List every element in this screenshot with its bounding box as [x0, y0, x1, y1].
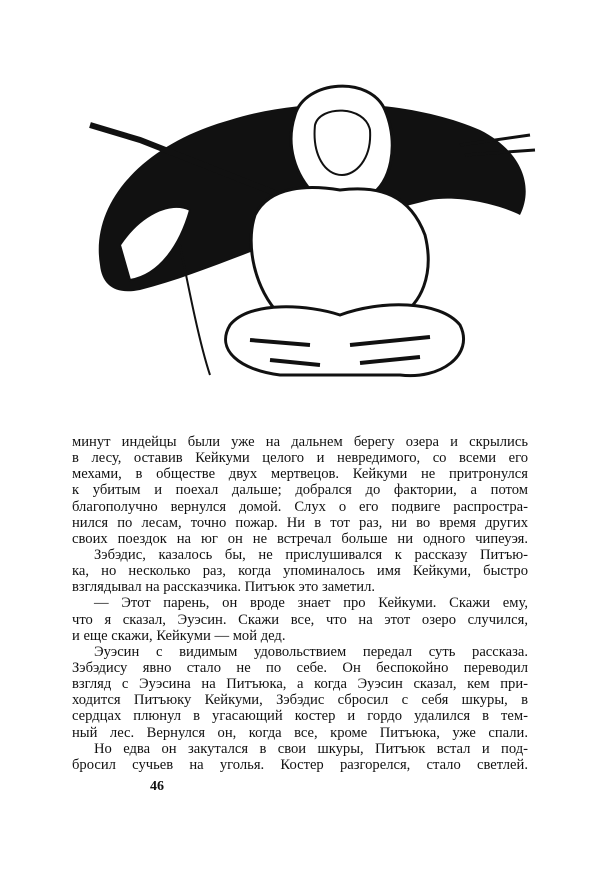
text-line: Эуэсин с видимым удовольствием передал суть рассказа. [94, 643, 528, 660]
text-line: Но едва он закутался в свои шкуры, Питъюк встал и под- [94, 740, 528, 757]
text-line: ный лес. Вернулся он, когда все, кроме Питъюка, уже спали. [72, 724, 528, 741]
text-line: ка, но несколько раз, когда упоминалось имя Кейкуми, быстро [72, 563, 528, 580]
text-line: взгляд с Эуэсина на Питъюка, а когда Эуэсин сказал, кем при- [72, 676, 528, 693]
text-line: бросил сучьев на уголья. Костер разгорелся, стало светлей. [72, 756, 528, 773]
text-line: Зэбэдис, казалось бы, не прислушивался к рассказу Питъю- [94, 546, 528, 563]
text-line: к убитым и поехал дальше; добрался до фактории, а потом [72, 482, 528, 499]
text-line: мехами, в обществе двух мертвецов. Кейкуми не притронулся [72, 466, 528, 483]
text-line: что я сказал, Эуэсин. Скажи все, что на этот озеро случился, [72, 611, 528, 628]
text-line: своих поездок на юг он не встречал больше ни одного чипеуэя. [72, 530, 528, 547]
text-line: сердцах плюнул в угасающий костер и гордо удалился в тем- [72, 708, 528, 725]
text-line: ходится Питъюку Кейкуми, Зэбэдис сбросил с себя шкуры, в [72, 692, 528, 709]
text-line: и еще скажи, Кейкуми — мой дед. [72, 627, 286, 644]
illustration-indian-with-rifle [80, 75, 540, 405]
text-line: Зэбэдису явно стало не по себе. Он беспокойно переводил [72, 659, 528, 676]
text-line: — Этот парень, он вроде знает про Кейкуми. Скажи ему, [94, 595, 528, 612]
text-line: нился по лесам, точно пожар. Ни в тот раз, ни во время других [72, 514, 528, 531]
text-line: взглядывал на рассказчика. Питъюк это заметил. [72, 579, 376, 596]
page-number: 46 [150, 779, 164, 794]
text-line: в лесу, оставив Кейкуми целого и невредимого, со всеми его [72, 450, 528, 467]
text-line: благополучно вернулся домой. Слух о его подвиге распростра- [72, 498, 528, 515]
text-line: минут индейцы были уже на дальнем берегу озера и скрылись [72, 434, 528, 450]
body-text [72, 434, 528, 773]
